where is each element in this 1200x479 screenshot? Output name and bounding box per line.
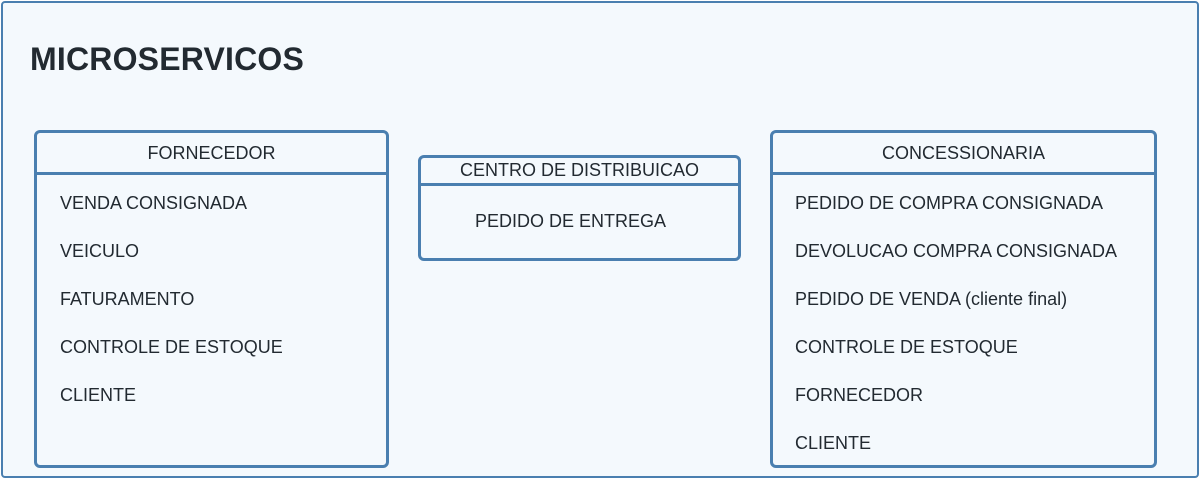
list-item: CONTROLE DE ESTOQUE bbox=[60, 337, 283, 357]
service-box-concessionaria bbox=[770, 130, 1157, 468]
list-item: FORNECEDOR bbox=[795, 385, 924, 405]
list-item: CONTROLE DE ESTOQUE bbox=[795, 337, 1018, 357]
box-header-fornecedor: FORNECEDOR bbox=[37, 133, 386, 175]
service-box-centro-distribuicao bbox=[418, 155, 741, 261]
list-item: CLIENTE bbox=[795, 433, 872, 453]
box-header-centro-distribuicao: CENTRO DE DISTRIBUICAO bbox=[421, 158, 738, 186]
service-box-fornecedor bbox=[34, 130, 389, 468]
diagram-title: MICROSERVICOS bbox=[30, 41, 305, 77]
list-item: VENDA CONSIGNADA bbox=[60, 193, 248, 213]
list-item: FATURAMENTO bbox=[60, 289, 195, 309]
list-item: DEVOLUCAO COMPRA CONSIGNADA bbox=[795, 241, 1118, 261]
box-header-concessionaria: CONCESSIONARIA bbox=[773, 133, 1154, 175]
list-item: PEDIDO DE ENTREGA bbox=[475, 211, 667, 231]
list-item: CLIENTE bbox=[60, 385, 137, 405]
list-item: PEDIDO DE COMPRA CONSIGNADA bbox=[795, 193, 1104, 213]
list-item: VEICULO bbox=[60, 241, 140, 261]
diagram-frame bbox=[1, 1, 1199, 478]
list-item: PEDIDO DE VENDA (cliente final) bbox=[795, 289, 1068, 309]
